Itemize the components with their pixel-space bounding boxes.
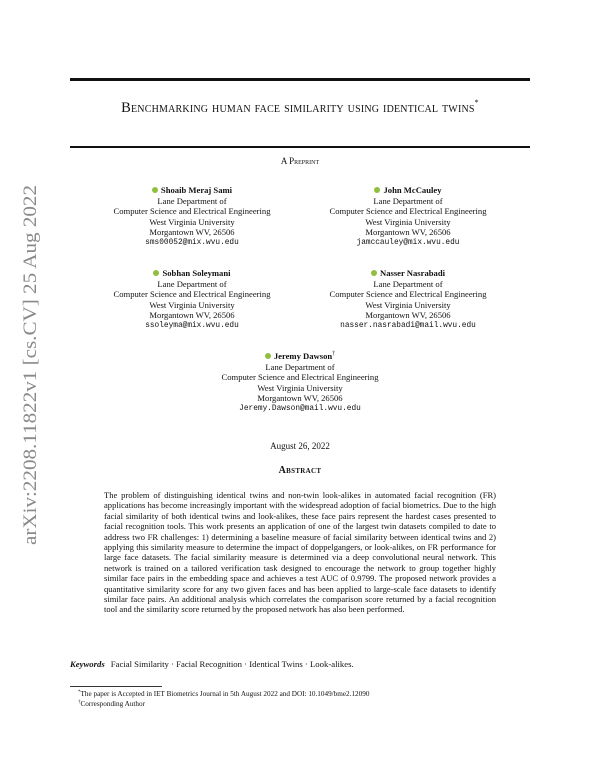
author-block-1 (92, 185, 292, 249)
author-name: John McCauley (383, 185, 442, 195)
keywords-line (70, 659, 530, 669)
author-name: Shoaib Meraj Sami (160, 185, 233, 195)
author-city: Morgantown WV, 26506 (365, 227, 451, 238)
author-name: Sobhan Soleymani (162, 268, 231, 278)
author-dept: Lane Department of (265, 361, 335, 372)
orcid-icon[interactable] (152, 187, 158, 193)
author-university: West Virginia University (365, 216, 451, 227)
author-name: Nasser Nasrabadi (379, 268, 445, 278)
author-dept2: Computer Science and Electrical Engineering (329, 206, 487, 217)
author-block-4 (308, 268, 508, 332)
author-university: West Virginia University (257, 382, 343, 393)
author-name-line (92, 268, 292, 279)
abstract-body: The problem of distinguishing identical twins and non-twin look-alikes in automated facial recognition (FR) applications has become increasingly important with the widespread adoption of facial biometrics. Due to the high facial similarity of both identical twins and look-alikes, these face pairs represent the hardest cases presented to facial recognition tools. This work presents an application of one of the largest twin datasets compiled to date to address two FR challenges: 1) determining a baseline measure of facial similarity between identical twins and 2) applying this similarity measure to determine the impact of doppelgangers, or look-alikes, on FR performance for large face datasets. The facial similarity measure is determined via a deep convolutional neural network. This network is trained on a tailored verification task designed to encourage the network to group together highly similar face pairs in the embedding space and achieves a test AUC of 0.9799. The proposed network provides a quantitative similarity score for any two given faces and has been applied to large-scale face datasets to identify similar face pairs. An additional analysis which correlates the comparison score returned by a facial recognition tool and the similarity score returned by the proposed network has also been performed. (104, 490, 496, 615)
author-name-line (200, 349, 400, 362)
orcid-icon[interactable] (153, 270, 159, 276)
preprint-label: A Preprint (280, 156, 320, 166)
orcid-icon[interactable] (265, 353, 271, 359)
author-dept2: Computer Science and Electrical Engineering (113, 206, 271, 217)
footnote-rule (70, 686, 162, 687)
author-university: West Virginia University (149, 216, 235, 227)
footnote-text: Corresponding Author (80, 700, 145, 708)
author-name-line (308, 268, 508, 279)
author-email[interactable]: ssoleyma@mix.wvu.edu (145, 321, 239, 330)
footnote-marker: † (78, 700, 81, 705)
author-block-3 (92, 268, 292, 332)
author-university: West Virginia University (149, 299, 235, 310)
publication-date: August 26, 2022 (270, 441, 330, 451)
author-name-line (92, 185, 292, 196)
arxiv-stamp (8, 183, 48, 545)
orcid-icon[interactable] (371, 270, 377, 276)
title-footnote-marker: * (474, 98, 479, 107)
author-dept2: Computer Science and Electrical Engineering (221, 372, 379, 383)
footnote-2 (78, 698, 528, 709)
author-dept: Lane Department of (373, 278, 443, 289)
author-name-line (308, 185, 508, 196)
author-dept2: Computer Science and Electrical Engineering (113, 289, 271, 300)
keywords-text: Facial Similarity · Facial Recognition · Identical Twins · Look-alikes. (110, 659, 354, 669)
author-city: Morgantown WV, 26506 (149, 227, 235, 238)
author-dept: Lane Department of (373, 195, 443, 206)
author-dept2: Computer Science and Electrical Engineering (329, 289, 487, 300)
author-dept: Lane Department of (157, 278, 227, 289)
corresponding-author-marker: † (332, 351, 336, 357)
author-name: Jeremy Dawson (273, 351, 333, 361)
author-city: Morgantown WV, 26506 (149, 310, 235, 321)
author-email[interactable]: sms00052@mix.wvu.edu (145, 238, 239, 247)
arxiv-stamp-text: arXiv:2208.11822v1 [cs.CV] 25 Aug 2022 (21, 229, 41, 545)
footnote-text: The paper is Accepted in IET Biometrics Journal in 5th August 2022 and DOI: 10.1049/bme2.12090 (80, 690, 370, 698)
author-dept: Lane Department of (157, 195, 227, 206)
paper-title-text: Benchmarking human face similarity using identical twins (121, 100, 475, 116)
author-block-2 (308, 185, 508, 249)
title-rule-bottom (70, 146, 530, 148)
author-email[interactable]: nasser.nasrabadi@mail.wvu.edu (340, 321, 476, 330)
paper-title (70, 93, 530, 118)
orcid-icon[interactable] (374, 187, 380, 193)
author-email[interactable]: Jeremy.Dawson@mail.wvu.edu (239, 404, 361, 413)
author-university: West Virginia University (365, 299, 451, 310)
footnote-marker: * (78, 690, 81, 695)
keywords-label: Keywords (70, 659, 105, 669)
author-city: Morgantown WV, 26506 (365, 310, 451, 321)
arxiv-stamp-svg (8, 183, 48, 545)
title-rule-top (70, 78, 530, 81)
author-city: Morgantown WV, 26506 (257, 393, 343, 404)
author-block-5 (200, 349, 400, 415)
author-email[interactable]: jamccauley@mix.wvu.edu (356, 238, 460, 247)
abstract-heading: Abstract (278, 465, 322, 476)
